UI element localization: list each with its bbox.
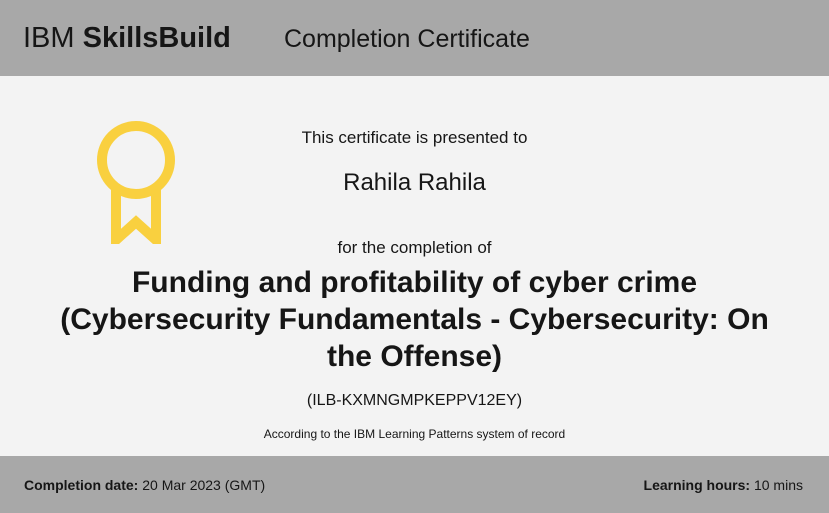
certificate-footer <box>0 456 829 513</box>
ibm-skillsbuild-logo <box>23 20 231 56</box>
brand-prefix: IBM <box>23 22 75 54</box>
completion-date-label: Completion date: <box>24 477 139 493</box>
course-code: (ILB-KXMNGMPKEPPV12EY) <box>306 392 523 409</box>
completion-date <box>24 476 265 494</box>
certificate-type-title: Completion Certificate <box>284 25 530 53</box>
learning-hours-label: Learning hours: <box>643 477 751 493</box>
system-of-record-note: According to the IBM Learning Patterns system of record <box>263 427 566 441</box>
presented-to-text: This certificate is presented to <box>301 128 528 147</box>
completion-of-text: for the completion of <box>337 238 492 257</box>
recipient-name: Rahila Rahila <box>343 169 486 196</box>
learning-hours <box>644 476 803 494</box>
completion-date-value: 20 Mar 2023 (GMT) <box>142 477 266 493</box>
learning-hours-value: 10 mins <box>753 477 803 493</box>
certificate-header <box>0 0 829 76</box>
course-title: Funding and profitability of cyber crime (Cybersecurity Fundamentals - Cybersecurity: On the Offense) <box>60 266 769 373</box>
brand-name: SkillsBuild <box>82 22 231 54</box>
